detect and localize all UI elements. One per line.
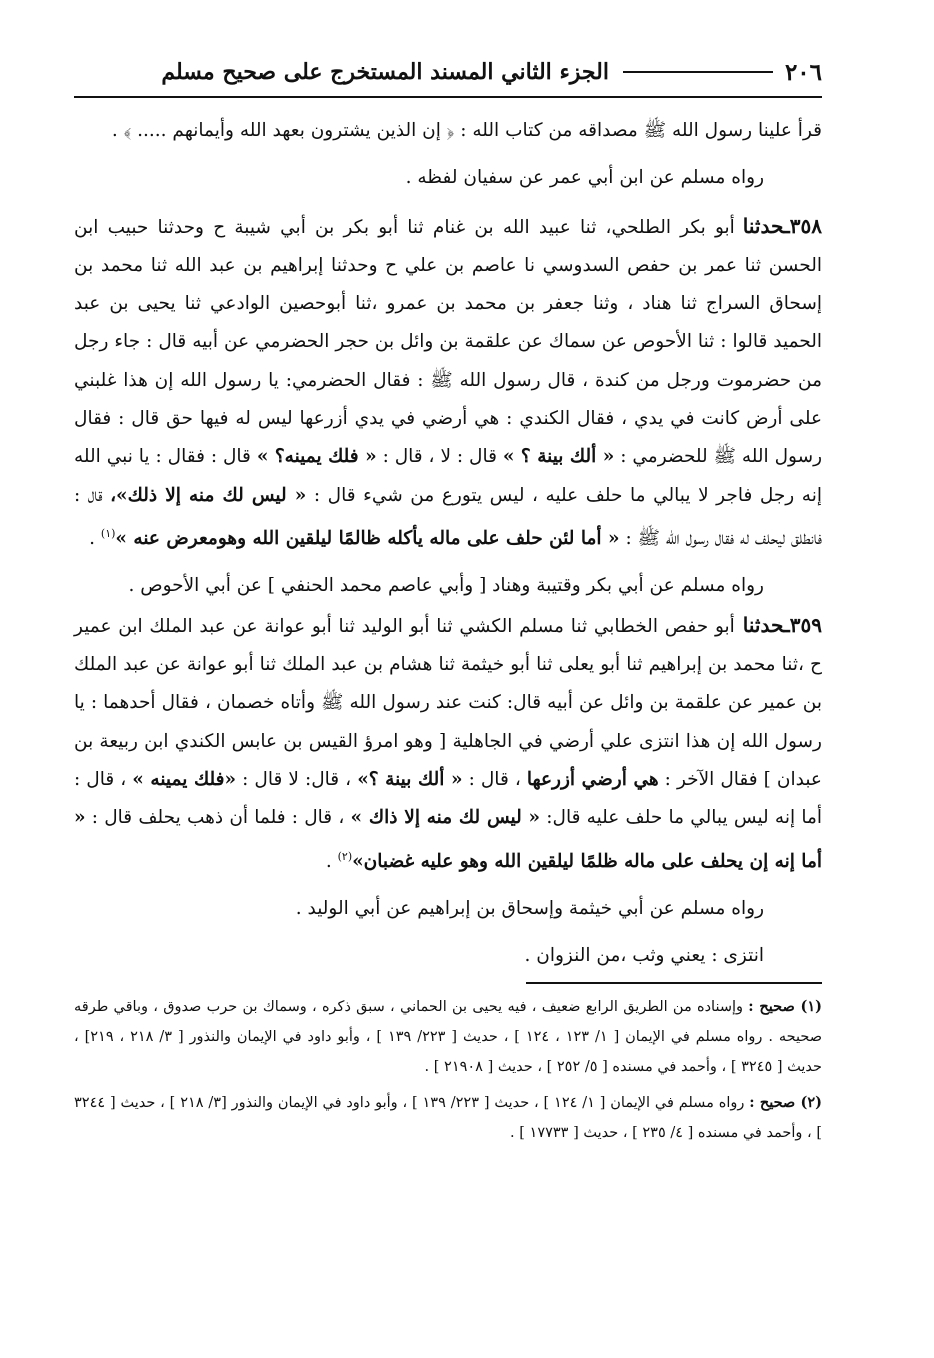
hadith-358 — [74, 207, 822, 559]
footnote-1-text: وإسناده من الطريق الرابع ضعيف ، فيه يحيى بن الحماني ، سبق ذكره ، وسماك بن حرب صدوق ، وباقي طرقه صحيحه . رواه مسلم في الإيمان [ ١/ ١٢٣ ، ١٢٤ ] ، حديث [ ٢٢٣/ ١٣٩ ] ، وأبو داود في الإيمان والنذور [ ٣/ ٢١٨ ، ٢١٩] ، حديث [ ٣٢٤٥ ] ، وأحمد في مسنده [ ٥/ ٢٥٢ ] ، حديث [ ٢١٩٠٨ ] . — [74, 998, 823, 1075]
riwayah-text-2: رواه مسلم عن أبي بكر وقتيبة وهناد [ وأبي عاصم محمد الحنفي ] عن أبي الأحوص . — [128, 575, 764, 597]
footnote-ref-1[interactable]: (١) — [100, 526, 116, 540]
hadith-359-quote-4: « ليس لك منه إلا ذاك » — [350, 807, 541, 829]
verse-text: قرأ علينا رسول الله ﷺ مصداقه من كتاب الله : ﴿ إن الذين يشترون بعهد الله وأيمانهم ..... ﴾ . — [111, 120, 822, 141]
paragraph-gap — [74, 928, 822, 937]
hadith-359-quote-5: « أما إنه إن يحلف على ماله ظلمًا ليلقين الله وهو عليه غضبان» — [74, 807, 822, 872]
hadith-359-text-4: ، قال : أما إنه ليس يبالي ما حلف عليه قال: — [74, 768, 823, 829]
paragraph-riwayah-2 — [74, 567, 822, 605]
paragraph-gap — [74, 558, 822, 567]
hadith-number-359: ٣٥٩ـحدثنا — [742, 612, 822, 637]
hadith-358-text-4: قال : فانطلق ليحلف له فقال رسول الله ﷺ : — [74, 484, 822, 550]
page-header — [74, 52, 822, 92]
hadith-358-quote-3: « ليس لك منه إلا ذلك»، — [110, 484, 307, 506]
hadith-358-quote-4: « أما لئن حلف على ماله يأكله ظالمًا ليلقين الله وهومعرض عنه » — [115, 528, 620, 550]
footnote-separator — [526, 982, 822, 984]
paragraph-gloss — [74, 937, 822, 975]
footnote-ref-2[interactable]: (٢) — [337, 849, 353, 863]
hadith-359-text-2: ، قال : — [462, 768, 527, 790]
hadith-358-text: أبو بكر الطلحي، ثنا عبيد الله بن غنام ثنا أبو بكر بن أبي شيبة ح وحدثنا حبيب ابن الحسن ثنا عمر بن حفص السدوسي نا عاصم بن علي ح وحدثنا إبراهيم بن عبد الله ثنا محمد بن إسحاق السراج ثنا هناد ، وثنا جعفر بن محمد بن عمرو ،ثنا أبوحصين الوادعي ثنا يحيى بن عبد الحميد قالوا : ثنا الأحوص عن سماك عن علقمة بن وائل بن حجر الحضرمي عن أبيه قال : جاء رجل من حضرموت ورجل من كندة ، قال رسول الله ﷺ : فقال الحضرمي: يا رسول الله إن هذا غلبني على أرض كانت في يدي ، فقال الكندي : هي أرضي في يدي أزرعها ليس له فيها حق قال : فقال رسول الله ﷺ للحضرمي : — [74, 216, 823, 468]
paragraph-riwayah-3 — [74, 890, 822, 928]
footnote-2-text: رواه مسلم في الإيمان [ ١/ ١٢٤ ] ، حديث [ ٢٢٣/ ١٣٩ ] ، وأبو داود في الإيمان والنذور [٣/ ٢١٨ ] ، حديث [ ٣٢٤٤ ] ، وأحمد في مسنده [ ٤/ ٢٣٥ ] ، حديث [ ١٧٧٣٣ ] . — [74, 1094, 822, 1141]
hadith-359-quote-1: هي أرضي أزرعها — [526, 768, 659, 790]
hadith-358-text-3: قال : فقال : يا نبي الله إنه رجل فاجر لا يبالي ما حلف عليه ، ليس يتورع من شيء قال : — [74, 446, 822, 506]
header-rule-short — [623, 71, 773, 73]
book-page — [74, 52, 822, 1148]
footnote-1 — [74, 992, 822, 1082]
hadith-358-quote-2: « فلك يمينه؟ » — [256, 446, 377, 468]
hadith-359-text-5: ، قال : فلما أن ذهب يحلف قال : — [85, 807, 351, 829]
hadith-359 — [74, 606, 822, 881]
riwayah-text-3: رواه مسلم عن أبي خيثمة وإسحاق بن إبراهيم عن أبي الوليد . — [295, 897, 764, 919]
hadith-359-end: . — [325, 850, 338, 872]
hadith-358-quote-1: « ألك بينة ؟ » — [502, 446, 615, 468]
riwayah-text-1: رواه مسلم عن ابن أبي عمر عن سفيان لفظه . — [405, 167, 764, 189]
paragraph-gap — [74, 150, 822, 159]
footnotes — [74, 992, 822, 1148]
hadith-number-358: ٣٥٨ـحدثنا — [742, 213, 822, 238]
header-rule — [74, 96, 822, 98]
main-text — [74, 112, 822, 976]
paragraph-verse — [74, 112, 822, 150]
page-number: ٢٠٦ — [784, 58, 822, 86]
footnote-1-label: (١) صحيح : — [748, 997, 822, 1015]
paragraph-riwayah-1 — [74, 159, 822, 197]
hadith-358-text-2: قال : لا ، قال : — [376, 446, 503, 468]
running-title: الجزء الثاني المسند المستخرج على صحيح مسلم — [161, 59, 609, 85]
hadith-359-text: أبو حفص الخطابي ثنا مسلم الكشي ثنا أبو الوليد ثنا أبو عوانة عن عبد الملك ابن عمير ح ،ثنا محمد بن إبراهيم ثنا أبو يعلى ثنا أبو خيثمة ثنا هشام بن عبد الملك ثنا أبو عوانة عن عبد الملك بن عمير عن علقمة بن وائل عن أبيه قال: كنت عند رسول الله ﷺ وأتاه خصمان ، فقال أحدهما : يا رسول الله إن هذا انتزى علي أرضي في الجاهلية [ وهو امرؤ القيس بن عابس الكندي ابن ربيعة بن عبدان ] فقال الآخر : — [74, 615, 822, 790]
hadith-359-quote-3: «فلك يمينه » — [132, 768, 237, 790]
hadith-358-end: . — [89, 528, 101, 550]
footnote-2-label: (٢) صحيح : — [749, 1093, 823, 1111]
hadith-359-text-3: ، قال: لا قال : — [236, 768, 358, 790]
hadith-359-quote-2: « ألك بينة ؟» — [357, 768, 463, 790]
footnote-2 — [74, 1088, 822, 1148]
paragraph-gap — [74, 881, 822, 890]
gloss-text: انتزى : يعني وثب ،من النزوان . — [524, 945, 764, 967]
paragraph-gap — [74, 198, 822, 207]
